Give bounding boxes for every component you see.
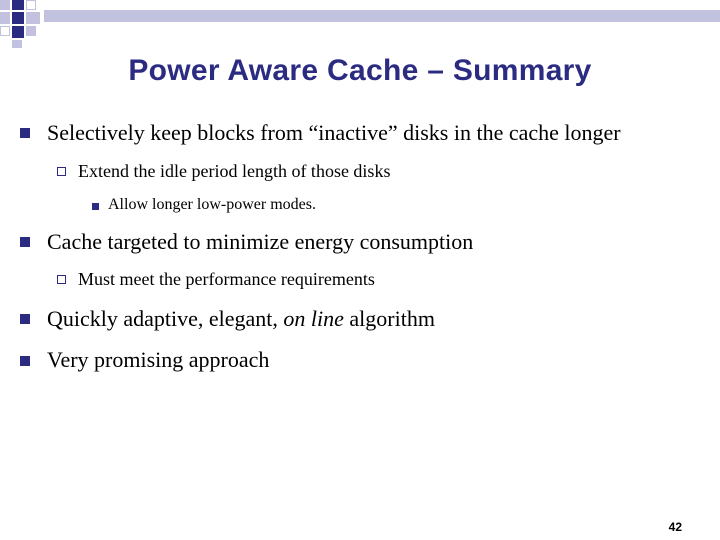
bullet-text-part: algorithm (343, 306, 435, 331)
decor-square (26, 12, 40, 24)
decor-square (0, 12, 10, 24)
bullet-text (47, 306, 435, 332)
decor-square (12, 0, 24, 10)
page-title: Power Aware Cache – Summary (128, 54, 592, 87)
bullet-square-icon (20, 237, 30, 247)
bullet-small-square-icon (92, 203, 99, 210)
decor-square (12, 12, 24, 24)
bullet-text-part: Quickly adaptive, elegant, (47, 306, 284, 331)
corner-decoration (0, 0, 720, 50)
decor-square (26, 26, 36, 36)
decor-square (0, 26, 10, 36)
decor-square (12, 26, 24, 38)
decor-square (12, 40, 22, 48)
bullet-text: Cache targeted to minimize energy consumption (47, 229, 474, 254)
bullet-hollow-square-icon (57, 167, 66, 176)
bullet-square-icon (20, 314, 30, 324)
bullet-text: Very promising approach (47, 347, 270, 372)
top-bar (44, 10, 720, 22)
sub-bullet-text: Must meet the performance requirements (78, 269, 375, 289)
bullet-square-icon (20, 356, 30, 366)
bullet-square-icon (20, 128, 30, 138)
bullet-text: Selectively keep blocks from “inactive” disks in the cache longer (47, 120, 621, 145)
page-number: 42 (668, 520, 682, 534)
sub-sub-bullet-text: Allow longer low-power modes. (108, 196, 316, 213)
bullet-hollow-square-icon (57, 275, 66, 284)
sub-bullet-text: Extend the idle period length of those disks (78, 161, 391, 181)
decor-square (26, 0, 36, 10)
decor-square (0, 0, 10, 10)
bullet-text-emphasis: on line (283, 306, 344, 331)
